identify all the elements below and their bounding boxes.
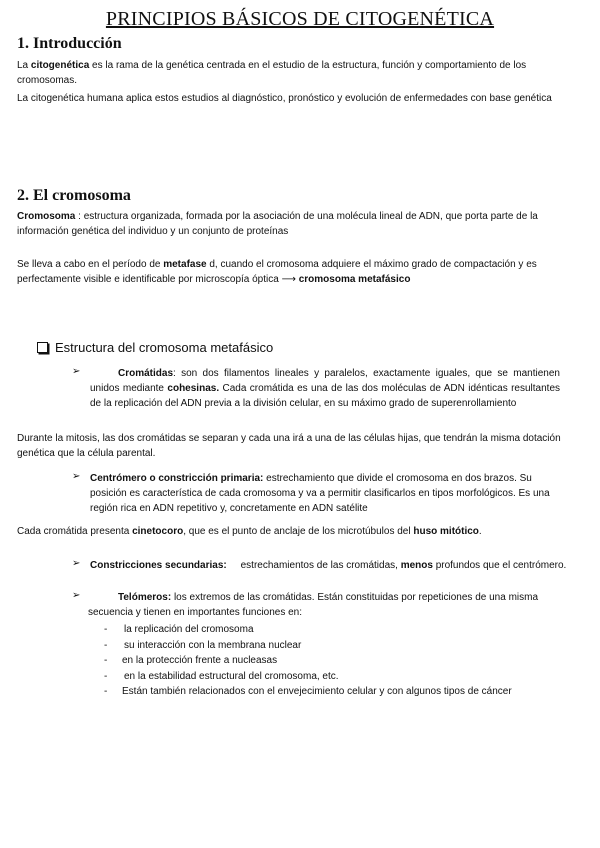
intro-paragraph-2: La citogenética humana aplica estos estudios al diagnóstico, pronóstico y evolución de enfermedades con base genética (17, 93, 552, 104)
document-page: PRINCIPIOS BÁSICOS DE CITOGENÉTICA 1. Introducción La citogenética es la rama de la genética centrada en el estudio de la estructura, función y comportamiento de los cromosomas. La citogenética humana aplica estos estudios al diagnóstico, pronóstico y evolución de enfermedades con base genética 2. El cromosoma Cromosoma : estructura organizada, formada por la asociación de una molécula lineal de ADN, que porta parte de la información genética del individuo y un conjunto de proteínas Se lleva a cabo en el período de metafase d, cuando el cromosoma adquiere el máximo grado de compactación y es perfectamente visible e identificable por microscopía óptica ⟶ cromosoma metafásico Estructura del cromosoma metafásico ➢ Cromátidas: son dos filamentos lineales y paralelos, exactamente iguales, que se mantienen unidos mediante cohesinas. Cada cromátida es una de las dos moléculas de ADN idénticas resultantes de la replicación del ADN previa a la división celular, en su máximo grado de superenrollamiento Durante la mitosis, las dos cromátidas se separan y cada una irá a una de las células hijas, que tendrán la misma dotación genética que la célula parental. ➢ Centrómero o constricción primaria: estrechamiento que divide el cromosoma en dos brazos. Su posición es característica de cada cromosoma y va a permitir clasificarlos en tipos morfológicos. Es una región rica en ADN repetitivo y, concretamente en ADN satélite Cada cromátida presenta cinetocoro, que es el punto de anclaje de los microtúbulos del huso mitótico. ➢ Constricciones secundarias: estrechamientos de las cromátidas, menos profundos que el centrómero. ➢ Telómeros: los extremos de las cromátidas. Están constituidas por repeticiones de una misma secuencia y tienen en importantes funciones en: - la replicación del cromosoma - su interacción con la membrana nuclear - en la protección frente a nucleasas - en la estabilidad estructural del cromosoma, etc. - Están también relacionados con el envejecimiento celular y con algunos tipos de cáncer (0, 0, 600, 848)
checkbox-bullet-icon (37, 342, 48, 353)
centromero-item: Centrómero o constricción primaria: estrechamiento que divide el cromosoma en dos brazos. Su posición es característica de cada cromosoma y va a permitir clasificarlos en tipos morfológicos. Es una región rica en ADN repetitivo y, concretamente en ADN satélite (90, 473, 550, 514)
cromosoma-definition: Cromosoma : estructura organizada, formada por la asociación de una molécula lineal de ADN, que porta parte de la información genética del individuo y un conjunto de proteínas (17, 211, 538, 237)
section-heading-cromosoma: 2. El cromosoma (17, 187, 131, 204)
arrow-bullet-icon: ➢ (72, 366, 81, 377)
section-heading-introduccion: 1. Introducción (17, 35, 122, 52)
telomeros-item: Telómeros: los extremos de las cromátidas. Están constituidas por repeticiones de una misma secuencia y tienen en importantes funciones en: (88, 592, 539, 618)
arrow-bullet-icon: ➢ (72, 471, 81, 482)
cromatidas-item: Cromátidas: son dos filamentos lineales y paralelos, exactamente iguales, que se mantienen unidos mediante cohesinas. Cada cromátida es una de las dos moléculas de ADN idénticas resultantes de la replicación del ADN previa a la división celular, en su máximo grado de superenrollamiento (90, 368, 561, 409)
subsection-heading-estructura: Estructura del cromosoma metafásico (37, 340, 273, 355)
right-arrow-icon: ⟶ (281, 274, 296, 285)
document-title: PRINCIPIOS BÁSICOS DE CITOGENÉTICA (105, 8, 495, 30)
arrow-bullet-icon: ➢ (72, 558, 81, 569)
mitosis-paragraph: Durante la mitosis, las dos cromátidas se separan y cada una irá a una de las células hijas, que tendrán la misma dotación genética que la célula parental. (17, 433, 561, 459)
arrow-bullet-icon: ➢ (72, 590, 81, 601)
constricciones-secundarias-item: Constricciones secundarias: estrechamientos de las cromátidas, menos profundos que el centrómero. (90, 560, 567, 571)
cinetocoro-paragraph: Cada cromátida presenta cinetocoro, que es el punto de anclaje de los microtúbulos del huso mitótico. (17, 526, 482, 537)
metafase-paragraph: Se lleva a cabo en el período de metafase d, cuando el cromosoma adquiere el máximo grado de compactación y es perfectamente visible e identificable por microscopía óptica ⟶ cromosoma metafásico (17, 259, 537, 285)
intro-paragraph-1: La citogenética es la rama de la genética centrada en el estudio de la estructura, función y comportamiento de los cromosomas. (17, 60, 527, 86)
